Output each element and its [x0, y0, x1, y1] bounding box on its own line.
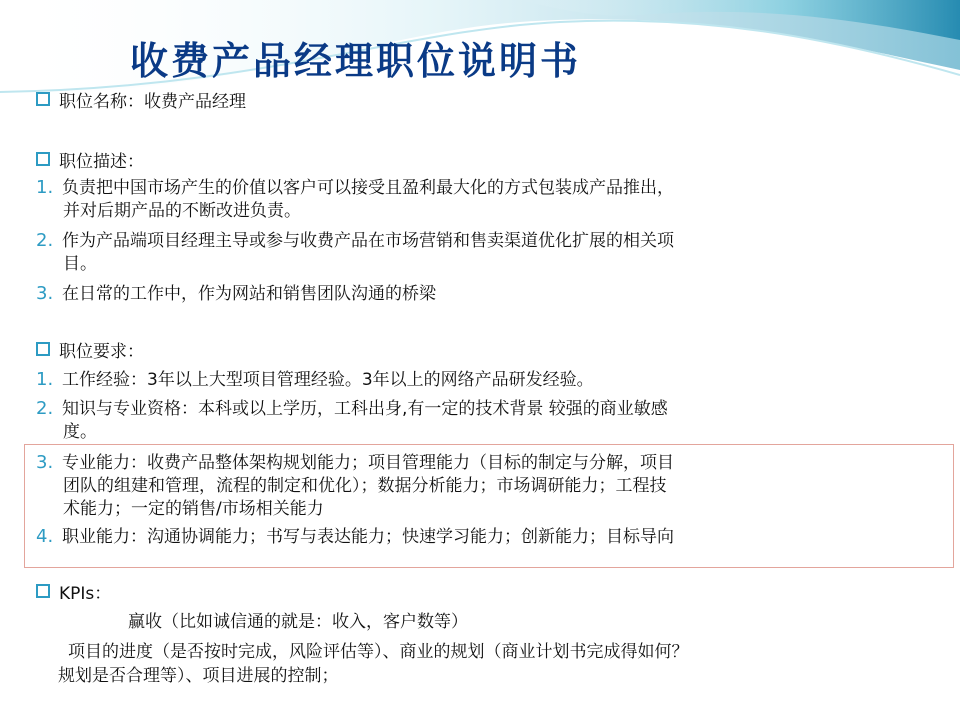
section-name-text: 职位名称：收费产品经理: [59, 92, 246, 112]
item-text: 职业能力：沟通协调能力；书写与表达能力；快速学习能力；创新能力；目标导向: [62, 527, 674, 547]
list-item: [36, 525, 674, 549]
square-bullet-icon: [36, 342, 50, 356]
item-text-continued: 并对后期产品的不断改进负责。: [63, 201, 301, 221]
section-requirements-heading: [36, 340, 144, 364]
item-number: 4.: [36, 526, 54, 547]
item-text-continued: 目。: [63, 254, 97, 274]
list-item: [36, 368, 594, 392]
item-number: 1.: [36, 177, 54, 198]
square-bullet-icon: [36, 152, 50, 166]
item-text-continued: 术能力；一定的销售/市场相关能力: [63, 499, 324, 519]
item-text: 作为产品端项目经理主导或参与收费产品在市场营销和售卖渠道优化扩展的相关项: [62, 231, 674, 251]
square-bullet-icon: [36, 92, 50, 106]
section-kpis-heading: [36, 582, 111, 606]
item-text: 工作经验：3年以上大型项目管理经验。3年以上的网络产品研发经验。: [62, 370, 594, 390]
kpi-line: 赢收（比如诚信通的就是：收入，客户数等）: [128, 612, 468, 632]
list-item: [36, 397, 668, 421]
item-text: 专业能力：收费产品整体架构规划能力；项目管理能力（目标的制定与分解，项目: [62, 453, 674, 473]
section-heading-text: 职位要求：: [59, 342, 144, 362]
section-heading-text: 职位描述：: [59, 152, 144, 172]
kpi-line: 项目的进度（是否按时完成，风险评估等）、商业的规划（商业计划书完成得如何？: [68, 642, 689, 662]
section-name: [36, 90, 246, 114]
item-number: 2.: [36, 398, 54, 419]
item-number: 2.: [36, 230, 54, 251]
item-text-continued: 团队的组建和管理，流程的制定和优化）；数据分析能力；市场调研能力；工程技: [63, 476, 667, 496]
item-text-continued: 度。: [63, 422, 97, 442]
kpi-line: 规划是否合理等）、项目进展的控制；: [58, 666, 339, 686]
section-description-heading: [36, 150, 144, 174]
list-item: [36, 229, 674, 253]
item-number: 3.: [36, 452, 54, 473]
square-bullet-icon: [36, 584, 50, 598]
list-item: [36, 451, 674, 475]
page-title: 收费产品经理职位说明书: [130, 38, 582, 83]
item-text: 在日常的工作中，作为网站和销售团队沟通的桥梁: [62, 284, 436, 304]
item-text: 知识与专业资格：本科或以上学历，工科出身,有一定的技术背景 较强的商业敏感: [62, 399, 668, 419]
item-text: 负责把中国市场产生的价值以客户可以接受且盈利最大化的方式包装成产品推出，: [62, 178, 674, 198]
section-heading-text: KPIs：: [59, 584, 112, 604]
list-item: [36, 176, 674, 200]
list-item: [36, 282, 436, 306]
item-number: 1.: [36, 369, 54, 390]
item-number: 3.: [36, 283, 54, 304]
